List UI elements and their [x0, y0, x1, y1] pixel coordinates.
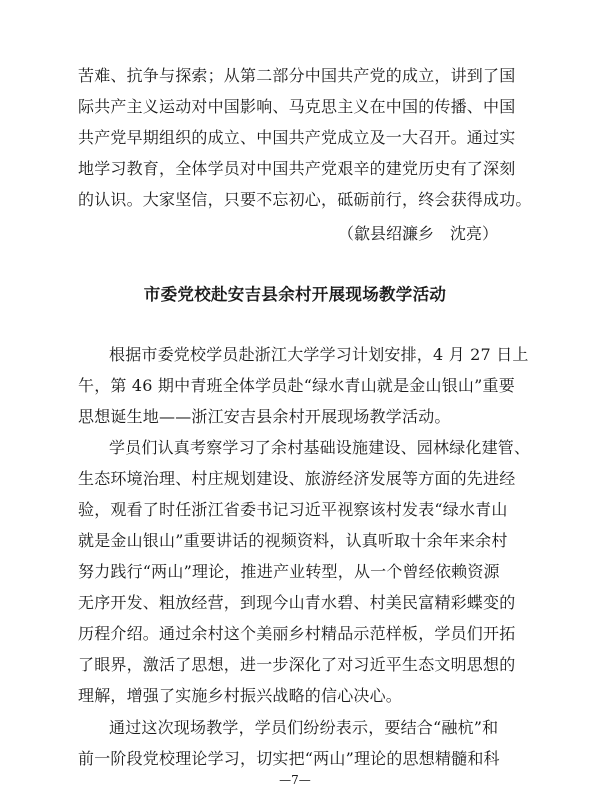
body-text-line: 根据市委党校学员赴浙江大学学习计划安排，4 月 27 日上: [109, 345, 529, 364]
body-text-line: 共产党早期组织的成立、中国共产党成立及一大召开。通过实: [78, 128, 516, 147]
body-text-line: 学员们认真考察学习了余村基础设施建设、园林绿化建管、: [109, 438, 531, 457]
body-text-line: 验，观看了时任浙江省委书记习近平视察该村发表“绿水青山: [78, 500, 508, 519]
body-text-line: 苦难、抗争与探索；从第二部分中国共产党的成立，讲到了国: [78, 66, 516, 85]
page-number: —7—: [279, 773, 311, 787]
body-text-line: 理解，增强了实施乡村振兴战略的信心决心。: [78, 686, 403, 705]
author-signature: （歙县绍濂乡 沈亮）: [338, 224, 499, 243]
body-text-line: 了眼界，激活了思想，进一步深化了对习近平生态文明思想的: [78, 655, 516, 674]
body-text-line: 生态环境治理、村庄规划建设、旅游经济发展等方面的先进经: [78, 469, 516, 488]
body-text-line: 思想诞生地——浙江安吉县余村开展现场教学活动。: [78, 407, 451, 426]
body-text-line: 通过这次现场教学，学员们纷纷表示，要结合“融杭”和: [109, 718, 499, 737]
body-text-line: 际共产主义运动对中国影响、马克思主义在中国的传播、中国: [78, 97, 516, 116]
body-text-line: 就是金山银山”重要讲话的视频资料，认真听取十余年来余村: [78, 531, 508, 550]
body-text-line: 无序开发、粗放经营，到现今山青水碧、村美民富精彩蝶变的: [78, 593, 516, 612]
body-text-line: 历程介绍。通过余村这个美丽乡村精品示范样板，学员们开拓: [78, 624, 516, 643]
body-text-line: 地学习教育，全体学员对中国共产党艰辛的建党历史有了深刻: [78, 159, 516, 178]
body-text-line: 前一阶段党校理论学习，切实把“两山”理论的思想精髓和科: [78, 749, 500, 768]
body-text-line: 努力践行“两山”理论，推进产业转型，从一个曾经依赖资源: [78, 562, 500, 581]
body-text-line: 午，第 46 期中青班全体学员赴“绿水青山就是金山银山”重要: [78, 376, 515, 395]
article-title: 市委党校赴安吉县余村开展现场教学活动: [143, 285, 447, 304]
body-text-line: 的认识。大家坚信，只要不忘初心，砥砺前行，终会获得成功。: [78, 190, 532, 209]
